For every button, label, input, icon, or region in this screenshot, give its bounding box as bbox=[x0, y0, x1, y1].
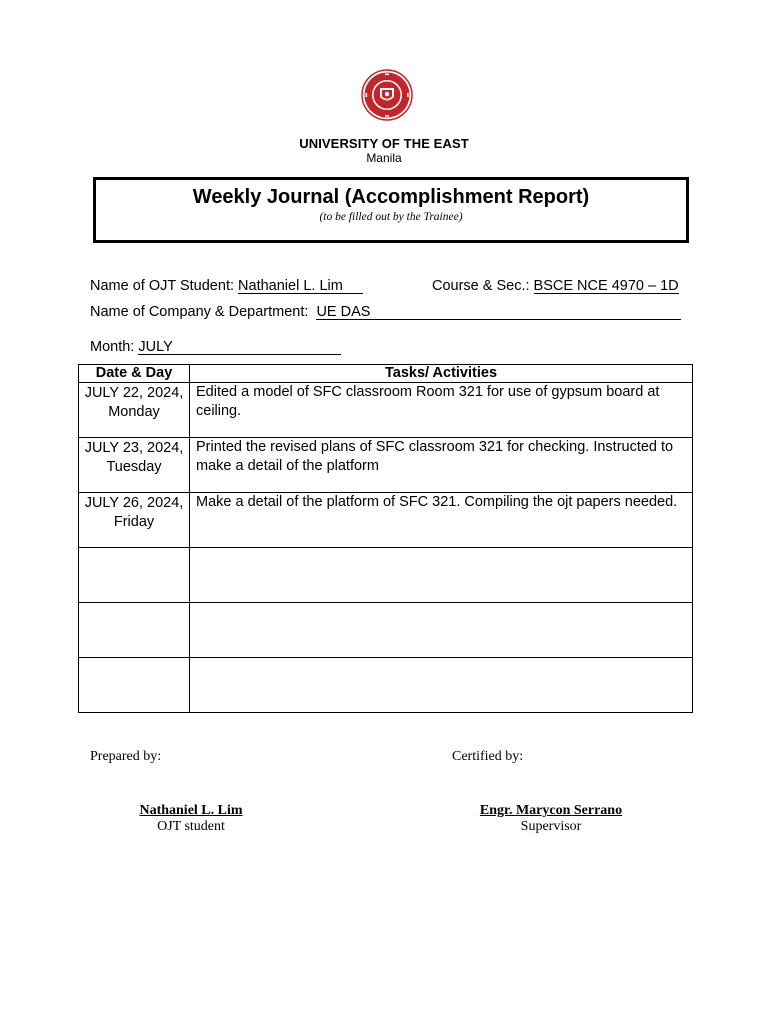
course-field bbox=[432, 278, 679, 294]
certified-signatory bbox=[437, 803, 665, 835]
task-cell bbox=[190, 658, 693, 713]
month-label: Month: bbox=[90, 339, 135, 355]
table-row bbox=[79, 438, 693, 493]
date-cell bbox=[79, 548, 190, 603]
university-seal-icon bbox=[361, 69, 413, 121]
prepared-signatory bbox=[91, 803, 291, 835]
task-cell: Edited a model of SFC classroom Room 321 for use of gypsum board at ceiling. bbox=[190, 383, 693, 438]
company-value: UE DAS bbox=[316, 305, 681, 320]
table-row bbox=[79, 383, 693, 438]
prepared-by-label: Prepared by: bbox=[90, 749, 162, 764]
prepared-name: Nathaniel L. Lim bbox=[139, 803, 243, 818]
journal-table bbox=[78, 364, 693, 713]
task-cell bbox=[190, 603, 693, 658]
date-cell: JULY 26, 2024, Friday bbox=[79, 493, 190, 548]
month-field bbox=[90, 339, 341, 355]
table-row bbox=[79, 603, 693, 658]
task-cell: Printed the revised plans of SFC classroom 321 for checking. Instructed to make a detail of the platform bbox=[190, 438, 693, 493]
table-row bbox=[79, 548, 693, 603]
page-title: Weekly Journal (Accomplishment Report) bbox=[192, 186, 590, 208]
task-cell: Make a detail of the platform of SFC 321. Compiling the ojt papers needed. bbox=[190, 493, 693, 548]
date-cell bbox=[79, 658, 190, 713]
table-row bbox=[79, 658, 693, 713]
certified-role: Supervisor bbox=[520, 819, 582, 834]
student-field bbox=[90, 278, 363, 294]
page-subtitle: (to be filled out by the Trainee) bbox=[319, 211, 463, 223]
university-city: Manila bbox=[366, 151, 402, 165]
date-cell: JULY 22, 2024, Monday bbox=[79, 383, 190, 438]
tasks-column-header: Tasks/ Activities bbox=[190, 365, 693, 383]
company-field bbox=[90, 304, 681, 320]
certified-by-label: Certified by: bbox=[452, 749, 524, 764]
task-cell bbox=[190, 548, 693, 603]
certified-name: Engr. Marycon Serrano bbox=[479, 803, 623, 818]
prepared-role: OJT student bbox=[157, 819, 225, 834]
table-row bbox=[79, 493, 693, 548]
date-cell: JULY 23, 2024, Tuesday bbox=[79, 438, 190, 493]
month-value: JULY bbox=[138, 340, 341, 355]
date-cell bbox=[79, 603, 190, 658]
company-label: Name of Company & Department: bbox=[90, 304, 309, 320]
date-column-header: Date & Day bbox=[79, 365, 190, 383]
title-box bbox=[93, 177, 689, 243]
course-label: Course & Sec.: bbox=[432, 278, 530, 294]
university-name: UNIVERSITY OF THE EAST bbox=[299, 136, 469, 151]
table-header-row bbox=[79, 365, 693, 383]
student-value: Nathaniel L. Lim bbox=[238, 279, 363, 294]
student-label: Name of OJT Student: bbox=[90, 278, 234, 294]
course-value: BSCE NCE 4970 – 1D bbox=[533, 278, 679, 294]
